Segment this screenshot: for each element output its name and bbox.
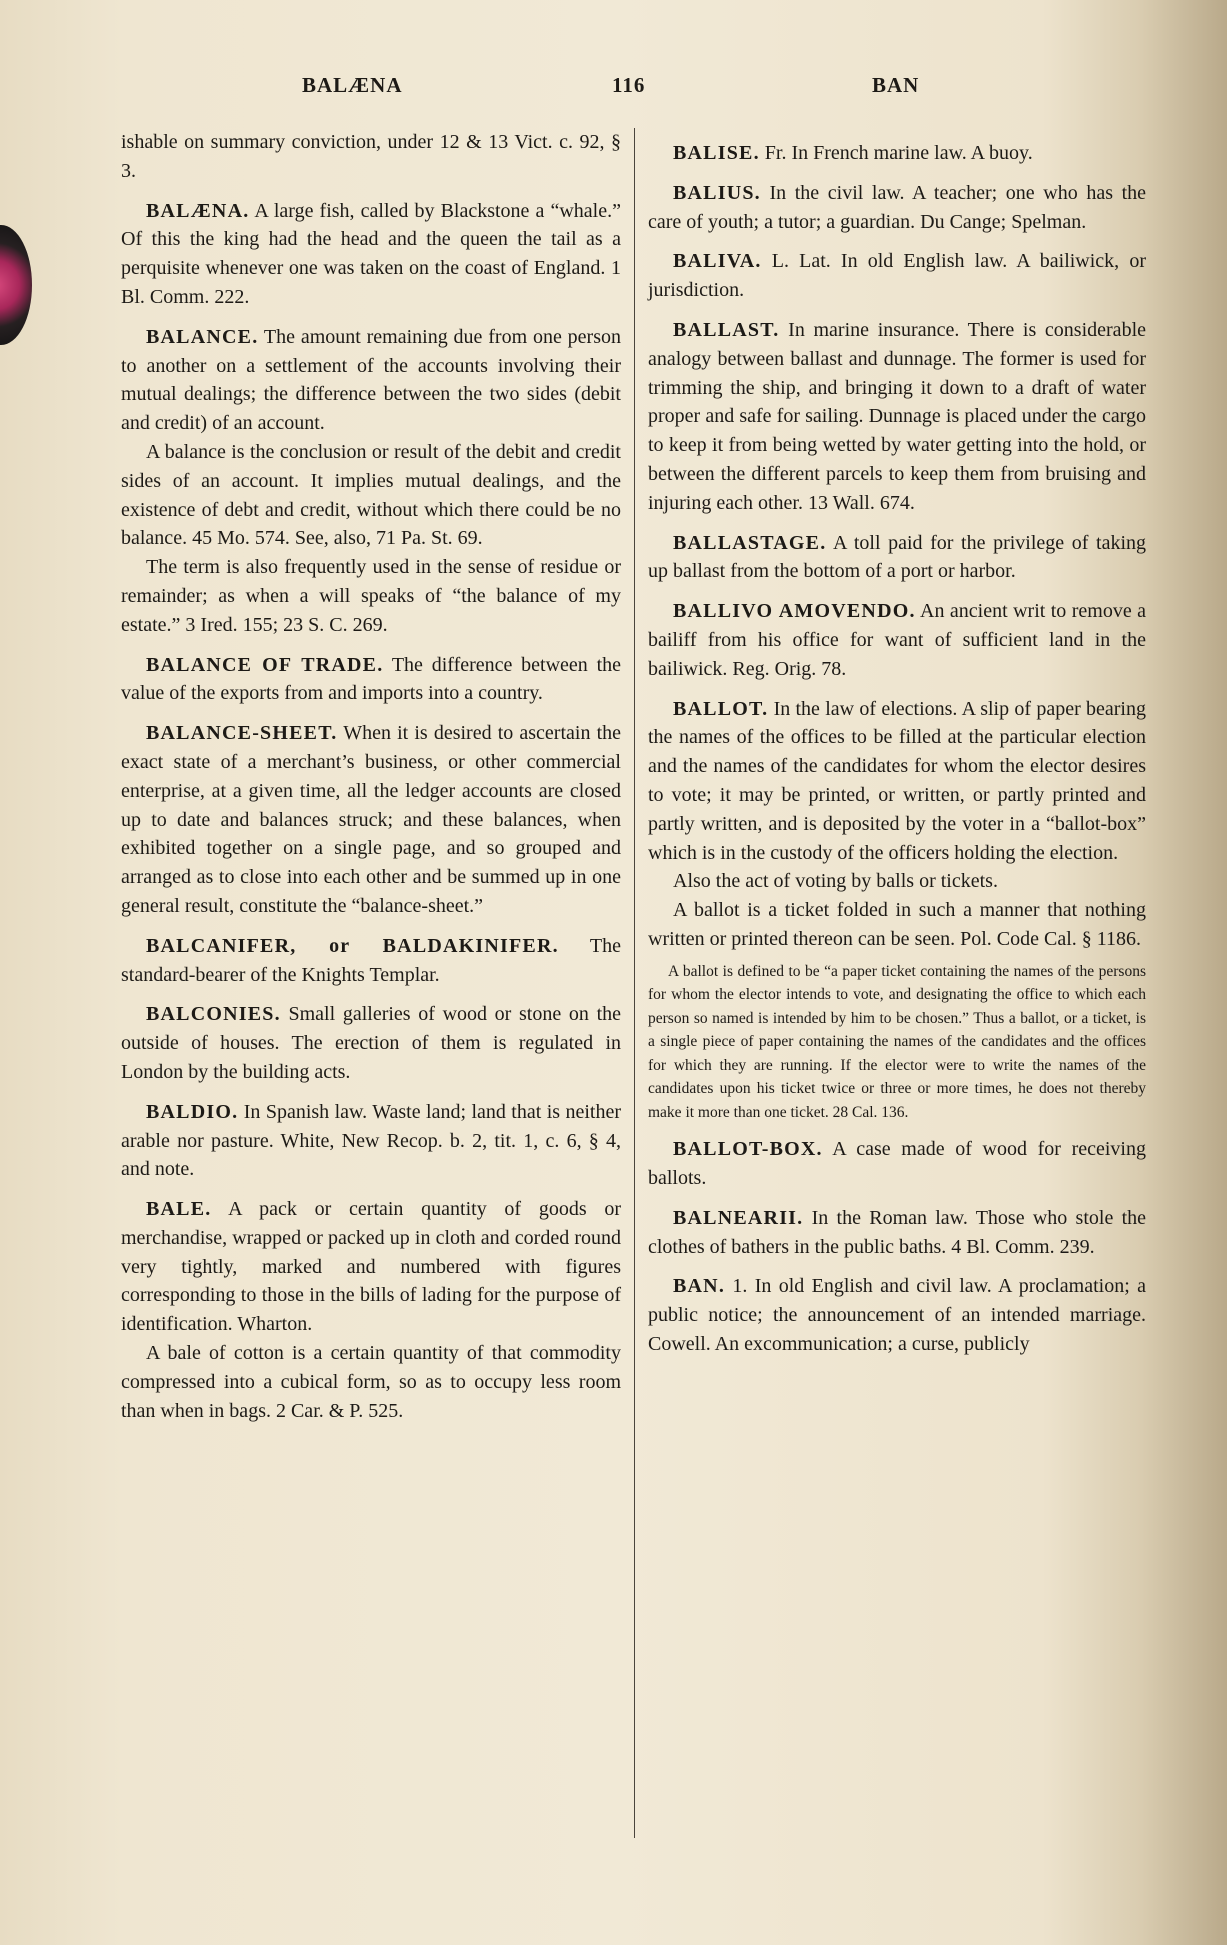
entry-paragraph — [648, 896, 1146, 954]
dictionary-entry — [648, 139, 1146, 168]
left-column — [121, 128, 621, 1425]
entry-text: A ballot is defined to be “a paper ticket containing the names of the persons for whom the elector intends to vote, and designating the office to which each person so named is intended by him to be chosen.” Thus a ballot, or a ticket, is a single piece of paper containing the names of the candidates and the offices for which they are running. If the elector were to write the names of the candidates upon his ticket twice or three or more times, he does not thereby make it more than one ticket. 28 Cal. 136. — [648, 962, 1146, 1121]
entry-headword: BALCANIFER, or BALDAKINIFER. — [146, 934, 559, 957]
entry-headword: BALLOT. — [673, 697, 769, 720]
dictionary-entry — [121, 197, 621, 312]
entry-text: The difference between the value of the exports from and imports into a country. — [121, 653, 622, 705]
entry-paragraph — [121, 553, 621, 639]
entry-text: 1. In old English and civil law. A proclamation; a public notice; the announcement of an intended marriage. Cowell. An excommunication; a curse, publicly — [648, 1275, 1146, 1355]
dictionary-entry — [121, 932, 621, 990]
entry-headword: BALLAST. — [673, 318, 780, 341]
entry-headword: BALDIO. — [146, 1100, 239, 1123]
entry-paragraph — [121, 128, 621, 186]
dictionary-entry — [648, 597, 1146, 683]
entry-text: An ancient writ to remove a bailiff from his office for want of sufficient land in the bailiwick. Reg. Orig. 78. — [648, 600, 1147, 680]
entry-text: Small galleries of wood or stone on the outside of houses. The erection of them is regulated in London by the building acts. — [121, 1003, 622, 1083]
entry-text: The standard-bearer of the Knights Templar. — [121, 934, 622, 986]
entry-headword: BALANCE-SHEET. — [146, 722, 338, 745]
column-rule — [634, 128, 635, 1838]
entry-headword: BALLASTAGE. — [673, 531, 827, 554]
entry-paragraph — [648, 867, 1146, 896]
entry-headword: BALIUS. — [673, 181, 761, 204]
entry-paragraph — [121, 1339, 621, 1425]
entry-text: In the law of elections. A slip of paper bearing the names of the offices to be filled at the particular election and the names of the candidates for whom the elector desires to vote; it may be printed, or written, or partly printed and partly written, and is deposited by the voter in a “ballot-box” which is in the custody of the officers holding the election. — [648, 697, 1146, 864]
dictionary-entry — [648, 247, 1146, 305]
running-head-left: BALÆNA — [302, 73, 403, 97]
dictionary-entry — [121, 1098, 621, 1184]
entry-headword: BAN. — [673, 1275, 726, 1298]
entry-text: A bale of cotton is a certain quantity of that commodity compressed into a cubical form, so as to occupy less room than when in bags. 2 Car. & P. 525. — [121, 1342, 621, 1422]
entry-text: When it is desired to ascertain the exact state of a merchant’s business, or other commercial enterprise, at a given time, all the ledger accounts are closed up to date and balances struck; and these balances, when exhibited together on a single page, and so grouped and arranged as to close into each other and be summed up in one general result, constitute the “balance-sheet.” — [121, 722, 621, 917]
entry-text: Fr. In French marine law. A buoy. — [764, 142, 1033, 164]
right-column — [648, 128, 1146, 1359]
entry-headword: BALLIVO AMOVENDO. — [673, 600, 916, 623]
entry-headword: BALISE. — [673, 142, 760, 164]
entry-paragraph — [121, 438, 621, 553]
dictionary-entry — [121, 1000, 621, 1086]
dictionary-entry — [648, 1135, 1146, 1193]
entry-text: In the Roman law. Those who stole the clothes of bathers in the public baths. 4 Bl. Comm. 239. — [648, 1206, 1146, 1258]
running-head-right: BAN — [872, 73, 920, 97]
binding-tab — [0, 225, 32, 345]
entry-text: A large fish, called by Blackstone a “whale.” Of this the king had the head and the queen the tail as a perquisite whenever one was taken on the coast of England. 1 Bl. Comm. 222. — [121, 199, 621, 308]
dictionary-entry — [648, 1272, 1146, 1358]
entry-text: A balance is the conclusion or result of the debit and credit sides of an account. It implies mutual dealings, and the existence of debt and credit, without which there could be no balance. 45 Mo. 574. See, also, 71 Pa. St. 69. — [121, 440, 621, 550]
entry-headword: BALNEARII. — [673, 1206, 804, 1229]
entry-headword: BALLOT-BOX. — [673, 1138, 823, 1161]
entry-text: The amount remaining due from one person to another on a settlement of the accounts involving their mutual dealings; the difference between the two sides (debit and credit) of an account. — [121, 325, 622, 435]
entry-text: A toll paid for the privilege of taking up ballast from the bottom of a port or harbor. — [648, 531, 1146, 583]
dictionary-entry — [121, 651, 621, 709]
entry-text: The term is also frequently used in the sense of residue or remainder; as when a will speaks of “the balance of my estate.” 3 Ired. 155; 23 S. C. 269. — [121, 556, 621, 636]
dictionary-entry — [121, 323, 621, 438]
dictionary-entry — [648, 1204, 1146, 1262]
page-number: 116 — [612, 73, 646, 97]
dictionary-entry — [648, 179, 1146, 237]
entry-headword: BALANCE OF TRADE. — [146, 653, 384, 676]
entry-text: In the civil law. A teacher; one who has the care of youth; a tutor; a guardian. Du Cange; Spelman. — [648, 181, 1147, 233]
entry-headword: BALÆNA. — [146, 199, 250, 222]
entry-text: A ballot is a ticket folded in such a manner that nothing written or printed thereon can be seen. Pol. Code Cal. § 1186. — [648, 899, 1146, 950]
entry-text: In marine insurance. There is considerable analogy between ballast and dunnage. The former is used for trimming the ship, and bringing it down to a draft of water proper and safe for sailing. Dunnage is placed under the cargo to keep it from being wetted by water getting into the hold, or between the different parcels to keep them from bruising and injuring each other. 13 Wall. 674. — [648, 318, 1146, 514]
entry-text: L. Lat. In old English law. A bailiwick, or jurisdiction. — [648, 250, 1146, 302]
entry-headword: BALCONIES. — [146, 1003, 281, 1026]
running-head — [0, 73, 1227, 103]
dictionary-entry — [648, 695, 1146, 868]
entry-text: Also the act of voting by balls or tickets. — [673, 870, 998, 893]
entry-text: A case made of wood for receiving ballots. — [648, 1138, 1146, 1190]
entry-text: A pack or certain quantity of goods or merchandise, wrapped or packed up in cloth and corded round very tightly, marked and numbered with figures corresponding to those in the bills of lading for the purpose of identification. Wharton. — [121, 1198, 621, 1336]
entry-text: ishable on summary conviction, under 12 & 13 Vict. c. 92, § 3. — [121, 131, 621, 182]
dictionary-entry — [648, 529, 1146, 587]
entry-headword: BALE. — [146, 1198, 212, 1221]
dictionary-entry — [121, 1195, 621, 1339]
entry-text: In Spanish law. Waste land; land that is neither arable nor pasture. White, New Recop. b. 2, tit. 1, c. 6, § 4, and note. — [121, 1100, 622, 1181]
dictionary-entry — [648, 316, 1146, 518]
entry-headword: BALANCE. — [146, 325, 259, 348]
dictionary-entry — [121, 719, 621, 921]
entry-paragraph — [648, 960, 1146, 1125]
entry-headword: BALIVA. — [673, 250, 762, 273]
